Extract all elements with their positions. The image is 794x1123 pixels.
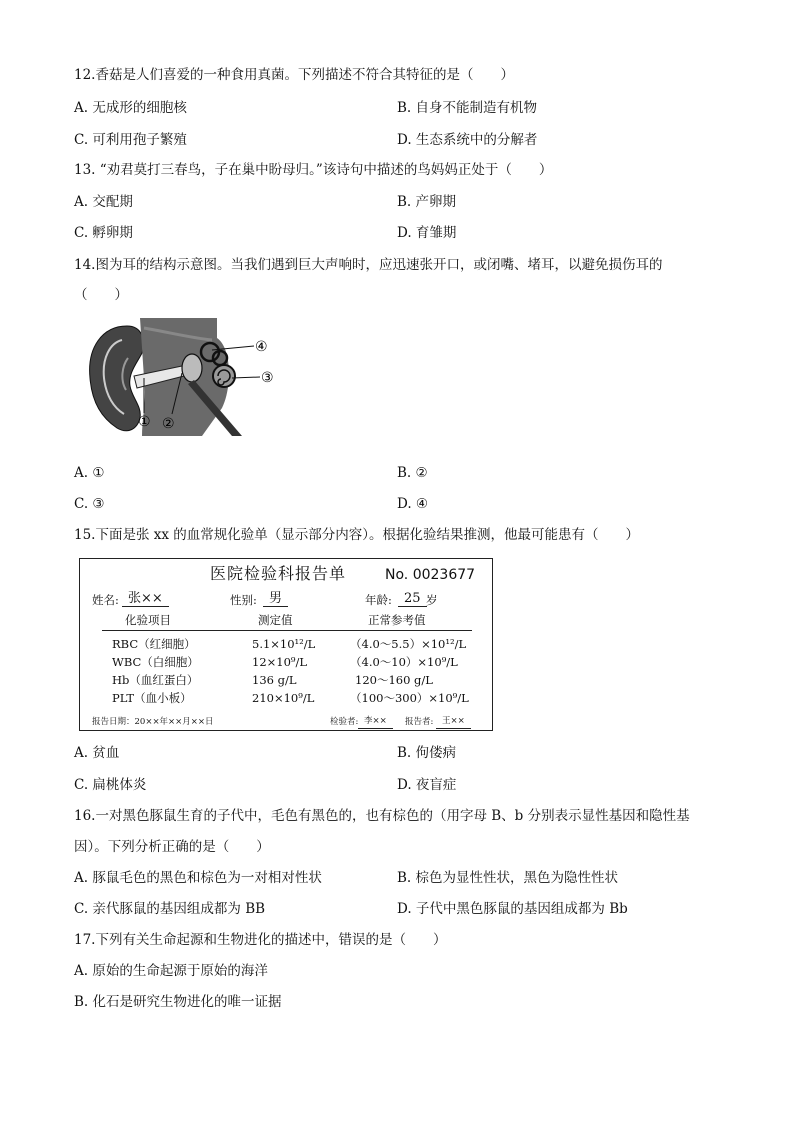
report-col-reference: 正常参考值 [368,613,426,627]
ear-label-3: ③ [261,370,274,386]
q14-option-c: C. ③ [74,496,105,512]
q13-stem: 13. “劝君莫打三春鸟，子在巢中盼母归。”该诗句中描述的鸟妈妈正处于（ ） [74,162,553,178]
report-date: 报告日期：20××年××月××日 [92,717,214,727]
report-sex-label: 性别: [230,593,257,607]
q13-option-b: B. 产卵期 [397,194,457,210]
ear-label-1: ① [138,414,151,430]
report-age-label: 年龄: [365,593,392,607]
report-name-label: 姓名: [92,593,119,607]
report-name-value: 张×× [122,592,169,607]
report-number: No. 0023677 [385,567,476,583]
report-col-measured: 测定值 [258,613,293,627]
report-row-ref: 120～160 g/L [355,673,433,687]
ear-label-2: ② [162,416,175,432]
q14-option-d: D. ④ [397,496,429,512]
q15-option-b: B. 佝偻病 [397,745,457,761]
report-row-item: Hb（血红蛋白） [112,673,199,687]
q14-option-a: A. ① [74,465,105,481]
report-row-ref: （4.0～10）×10⁹/L [350,655,458,669]
q16-stem-line2: 因）。下列分析正确的是（ ） [74,839,270,855]
report-row-item: RBC（红细胞） [112,637,196,651]
report-row-item: PLT（血小板） [112,691,192,705]
q17-option-a: A. 原始的生命起源于原始的海洋 [74,963,268,979]
q12-option-b: B. 自身不能制造有机物 [397,100,538,116]
report-row-value: 5.1×10¹²/L [252,637,316,651]
q15-stem: 15.下面是张 xx 的血常规化验单（显示部分内容）。根据化验结果推测，他最可能患有（ ） [74,527,640,543]
q16-option-c: C. 亲代豚鼠的基因组成都为 BB [74,901,266,917]
ear-structure-diagram [82,318,282,436]
q14-option-b: B. ② [397,465,428,481]
report-sex-value: 男 [263,592,288,607]
report-row-value: 12×10⁹/L [252,655,308,669]
report-age-unit: 岁 [426,593,438,607]
q13-option-c: C. 孵卵期 [74,225,133,241]
report-age-value: 25 [398,592,427,607]
report-divider [102,630,472,631]
q14-stem-line2: （ ） [74,287,128,303]
ear-label-4: ④ [255,339,268,355]
q14-stem-line1: 14.图为耳的结构示意图。当我们遇到巨大声响时，应迅速张开口，或闭嘴、堵耳，以避免损伤耳的 [74,257,663,273]
q12-option-a: A. 无成形的细胞核 [74,100,187,116]
q13-option-d: D. 育雏期 [397,225,457,241]
q15-option-a: A. 贫血 [74,745,120,761]
q16-stem-line1: 16.一对黑色豚鼠生育的子代中，毛色有黑色的，也有棕色的（用字母 B、b 分别表示显性基因和隐性基 [74,808,690,824]
report-inspector-label: 检验者: [330,717,359,727]
report-row-value: 210×10⁹/L [252,691,315,705]
q12-option-c: C. 可利用孢子繁殖 [74,132,187,148]
report-row-item: WBC（白细胞） [112,655,199,669]
q16-option-b: B. 棕色为显性性状，黑色为隐性性状 [397,870,619,886]
q17-stem: 17.下列有关生命起源和生物进化的描述中，错误的是（ ） [74,932,447,948]
report-col-item: 化验项目 [125,613,171,627]
report-row-ref: （4.0～5.5）×10¹²/L [350,637,467,651]
q13-option-a: A. 交配期 [74,194,133,210]
report-reporter-value: 王×× [436,714,471,729]
q12-option-d: D. 生态系统中的分解者 [397,132,538,148]
q12-stem: 12.香菇是人们喜爱的一种食用真菌。下列描述不符合其特征的是（ ） [74,67,514,83]
report-reporter-label: 报告者: [405,717,434,727]
q15-option-d: D. 夜盲症 [397,777,457,793]
report-row-ref: （100～300）×10⁹/L [350,691,469,705]
q17-option-b: B. 化石是研究生物进化的唯一证据 [74,994,282,1010]
q16-option-a: A. 豚鼠毛色的黑色和棕色为一对相对性状 [74,870,322,886]
q16-option-d: D. 子代中黑色豚鼠的基因组成都为 Bb [397,901,628,917]
report-row-value: 136 g/L [252,673,297,687]
report-title: 医院检验科报告单 [210,564,347,583]
blood-test-report [79,558,493,731]
q15-option-c: C. 扁桃体炎 [74,777,147,793]
report-inspector-value: 李×× [358,714,393,729]
